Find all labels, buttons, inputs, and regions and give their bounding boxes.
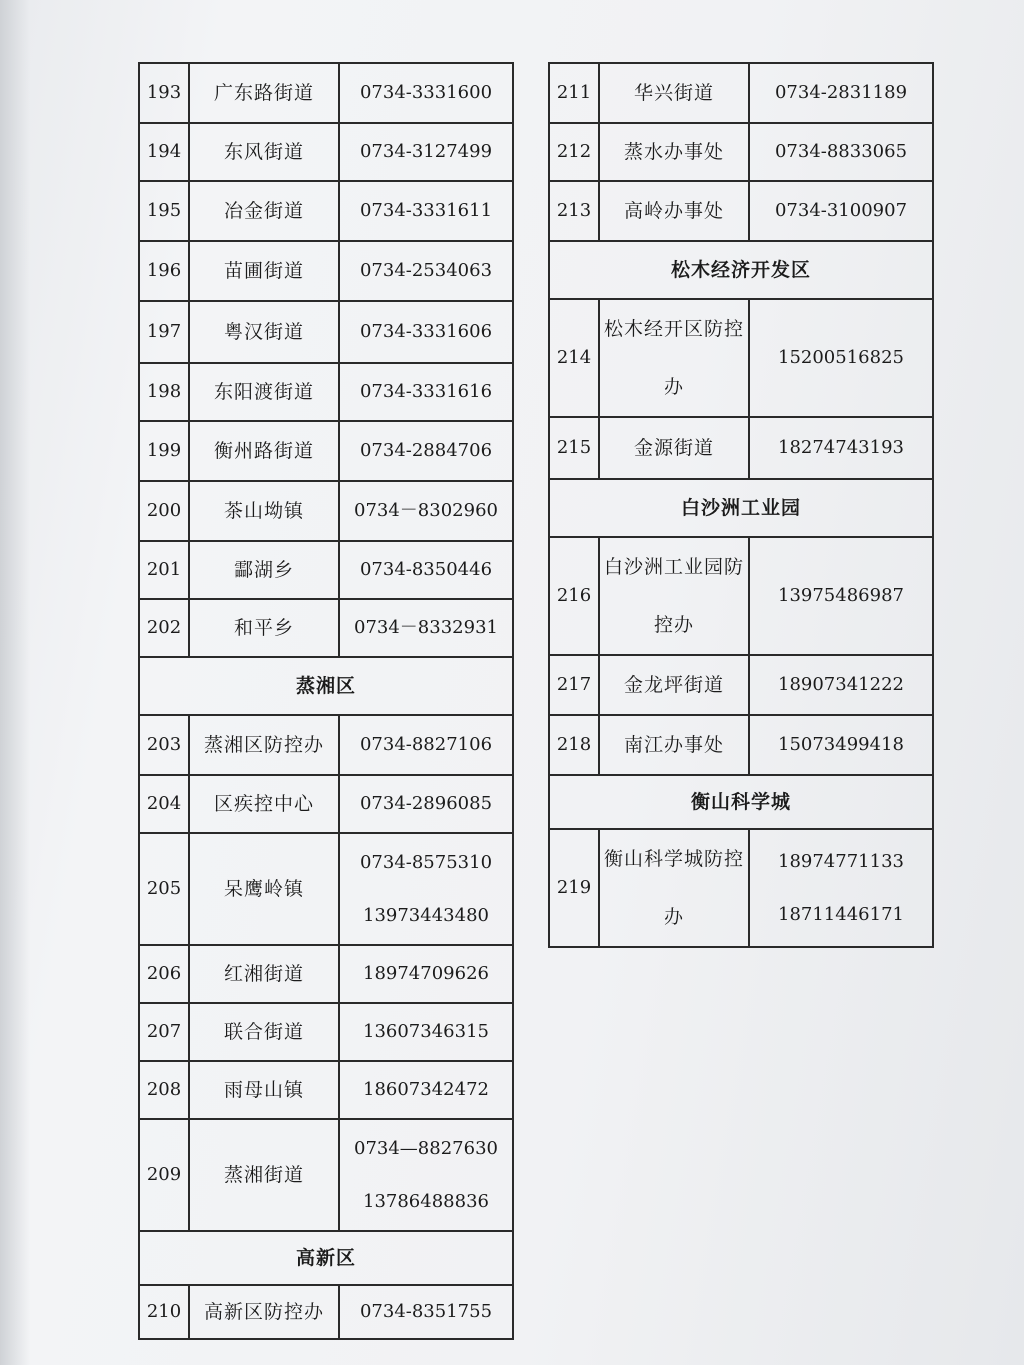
row-number: 218 [549,715,599,775]
row-number: 198 [139,363,189,421]
unit-name: 金龙坪街道 [599,655,749,715]
row-number: 205 [139,833,189,945]
row-number: 201 [139,541,189,599]
row-number: 197 [139,301,189,363]
phone-number: 15200516825 [778,347,904,369]
phone-number: 0734－8302960 [354,500,498,522]
row-number: 209 [139,1119,189,1231]
phone-number: 13786488836 [363,1191,489,1212]
phone-number: 0734—8827630 [354,1137,498,1159]
phone-cell [749,655,933,715]
phone-cell [339,775,513,833]
table-row [139,1061,513,1119]
phone-cell [339,181,513,241]
phone-number: 18907341222 [778,674,904,696]
phone-cell [339,421,513,481]
unit-name: 酃湖乡 [189,541,339,599]
unit-name: 蒸湘区防控办 [189,715,339,775]
phone-cell [339,945,513,1003]
phone-number: 0734-8351755 [359,1301,493,1323]
phone-cell [339,1119,513,1231]
phone-number: 13975486987 [778,585,904,607]
unit-name: 高岭办事处 [599,181,749,241]
phone-cell [749,181,933,241]
phone-cell [749,417,933,479]
unit-name: 衡州路街道 [189,421,339,481]
phone-number: 0734-3331600 [359,82,493,104]
contact-table-left [138,62,514,1340]
phone-cell [339,1285,513,1339]
table-row [139,241,513,301]
phone-cell [339,123,513,181]
unit-name: 南江办事处 [599,715,749,775]
row-number: 202 [139,599,189,657]
phone-number: 18711446171 [778,904,904,925]
row-number: 219 [549,829,599,947]
table-row [549,63,933,123]
table-row [549,181,933,241]
phone-number: 0734-2896085 [359,793,493,815]
table-row [139,421,513,481]
phone-cell [339,1061,513,1119]
phone-cell [339,481,513,541]
phone-cell [749,537,933,655]
unit-name: 粤汉街道 [189,301,339,363]
row-number: 216 [549,537,599,655]
phone-number: 0734-3100907 [774,200,908,222]
phone-number: 15073499418 [778,734,904,756]
row-number: 213 [549,181,599,241]
phone-number: 0734-3331616 [359,381,493,403]
table-row [549,537,933,655]
phone-cell [749,715,933,775]
phone-number: 0734-2534063 [359,260,493,282]
unit-name: 华兴街道 [599,63,749,123]
row-number: 203 [139,715,189,775]
table-row [139,123,513,181]
unit-name: 广东路街道 [189,63,339,123]
unit-name: 松木经开区防控办 [599,299,749,417]
phone-cell [339,241,513,301]
phone-cell [339,715,513,775]
phone-cell [339,1003,513,1061]
section-title: 衡山科学城 [549,775,933,829]
section-title: 蒸湘区 [139,657,513,715]
phone-number: 18974771133 [778,850,904,872]
row-number: 217 [549,655,599,715]
unit-name: 红湘街道 [189,945,339,1003]
phone-number: 0734－8332931 [354,617,498,639]
phone-number: 0734-8827106 [359,734,493,756]
table-row [139,1285,513,1339]
phone-number: 18974709626 [363,963,489,985]
section-title: 白沙洲工业园 [549,479,933,537]
table-row [139,945,513,1003]
table-row [139,1003,513,1061]
row-number: 214 [549,299,599,417]
contact-table-right [548,62,934,948]
phone-cell [339,541,513,599]
table-row [139,63,513,123]
phone-cell [339,363,513,421]
section-row [139,1231,513,1285]
phone-cell [339,833,513,945]
unit-name: 衡山科学城防控办 [599,829,749,947]
table-row [139,1119,513,1231]
row-number: 196 [139,241,189,301]
phone-number: 0734-8350446 [359,559,493,581]
table-row [549,299,933,417]
row-number: 199 [139,421,189,481]
section-title: 松木经济开发区 [549,241,933,299]
phone-number: 0734-8833065 [774,141,908,163]
phone-cell [749,63,933,123]
phone-number: 18607342472 [363,1079,489,1101]
phone-cell [749,299,933,417]
page-edge-shadow [0,0,30,1365]
phone-number: 13973443480 [363,905,489,926]
table-row [139,181,513,241]
unit-name: 蒸水办事处 [599,123,749,181]
row-number: 211 [549,63,599,123]
unit-name: 茶山坳镇 [189,481,339,541]
unit-name: 金源街道 [599,417,749,479]
unit-name: 区疾控中心 [189,775,339,833]
table-row [139,833,513,945]
table-row [139,481,513,541]
unit-name: 呆鹰岭镇 [189,833,339,945]
row-number: 208 [139,1061,189,1119]
table-row [549,655,933,715]
phone-cell [749,123,933,181]
phone-number: 0734-3331606 [359,321,493,343]
phone-cell [749,829,933,947]
table-row [139,301,513,363]
row-number: 206 [139,945,189,1003]
table-row [139,715,513,775]
phone-cell [339,301,513,363]
table-row [549,715,933,775]
row-number: 215 [549,417,599,479]
phone-number: 13607346315 [363,1021,489,1043]
unit-name: 白沙洲工业园防控办 [599,537,749,655]
table-row [139,363,513,421]
row-number: 194 [139,123,189,181]
row-number: 193 [139,63,189,123]
unit-name: 和平乡 [189,599,339,657]
unit-name: 高新区防控办 [189,1285,339,1339]
unit-name: 冶金街道 [189,181,339,241]
unit-name: 联合街道 [189,1003,339,1061]
row-number: 207 [139,1003,189,1061]
table-row [549,829,933,947]
section-row [549,479,933,537]
section-row [549,241,933,299]
phone-number: 0734-2884706 [359,440,493,462]
phone-number: 0734-2831189 [774,82,908,104]
phone-number: 0734-8575310 [359,851,493,873]
section-title: 高新区 [139,1231,513,1285]
phone-cell [339,63,513,123]
phone-number: 18274743193 [778,437,904,459]
table-row [549,417,933,479]
table-row [139,541,513,599]
unit-name: 东风街道 [189,123,339,181]
phone-cell [339,599,513,657]
row-number: 210 [139,1285,189,1339]
section-row [139,657,513,715]
table-row [139,775,513,833]
row-number: 200 [139,481,189,541]
row-number: 212 [549,123,599,181]
section-row [549,775,933,829]
phone-number: 0734-3127499 [359,141,493,163]
unit-name: 苗圃街道 [189,241,339,301]
row-number: 195 [139,181,189,241]
row-number: 204 [139,775,189,833]
unit-name: 雨母山镇 [189,1061,339,1119]
phone-number: 0734-3331611 [359,200,493,222]
unit-name: 东阳渡街道 [189,363,339,421]
table-row [139,599,513,657]
unit-name: 蒸湘街道 [189,1119,339,1231]
table-row [549,123,933,181]
